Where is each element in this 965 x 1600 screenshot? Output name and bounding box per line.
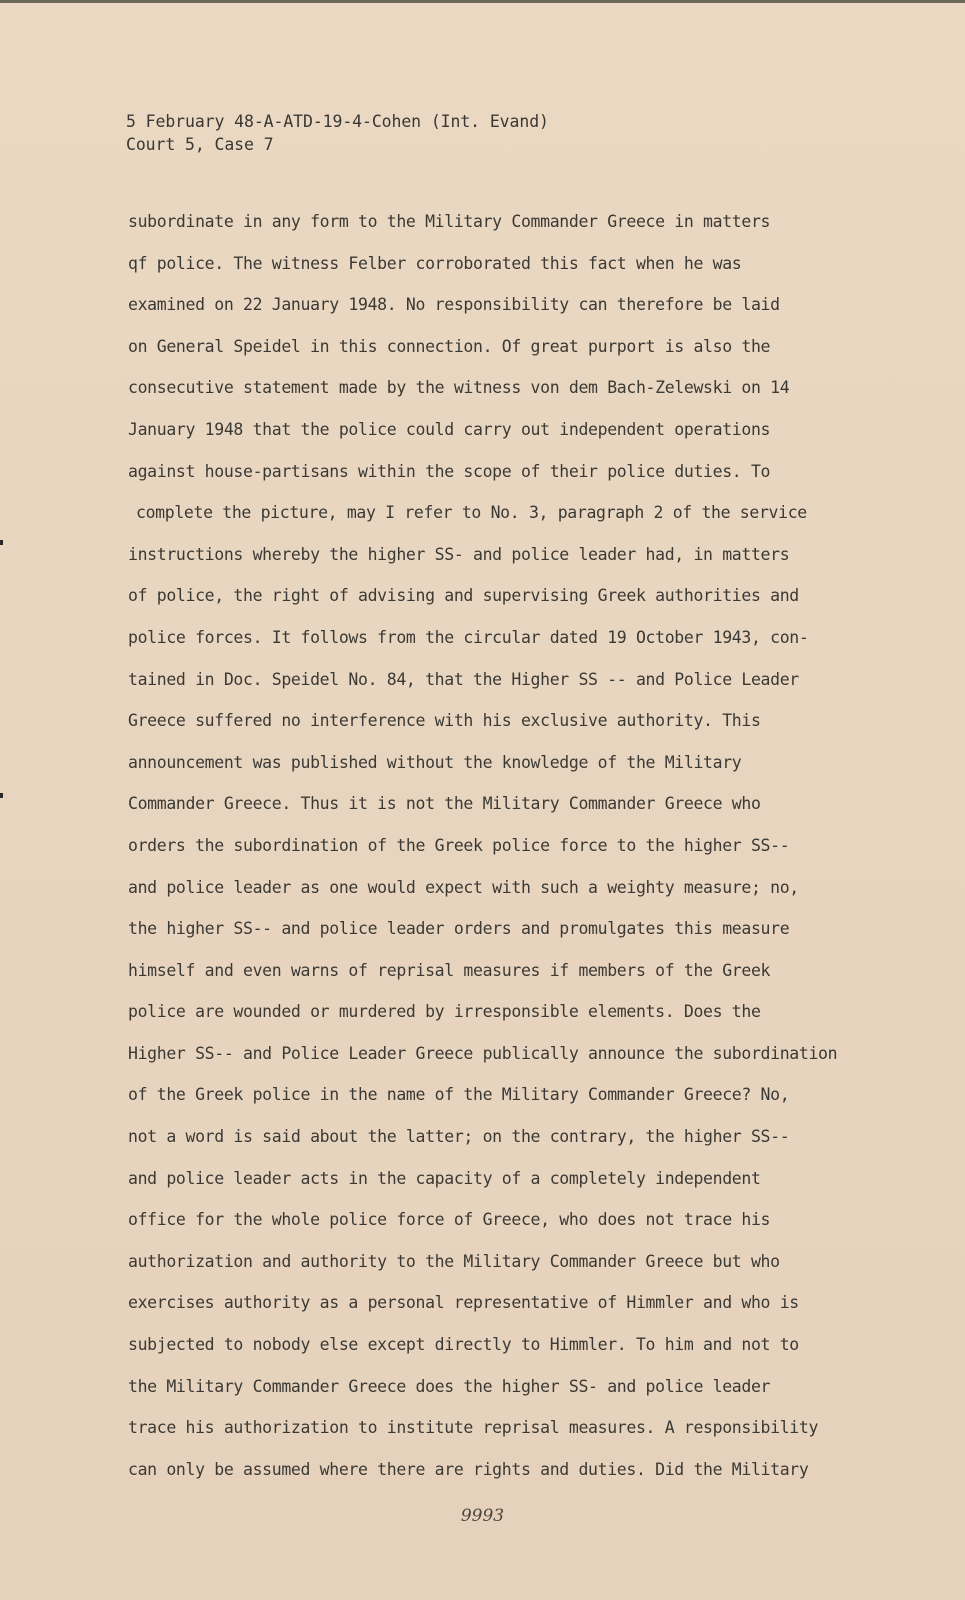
text-line: Greece suffered no interference with his exclusive authority. This (128, 711, 761, 731)
text-line: qf police. The witness Felber corroborated this fact when he was (128, 253, 742, 273)
scan-top-edge (0, 0, 965, 3)
text-line: and police leader as one would expect with such a weighty measure; no, (128, 877, 799, 897)
text-line: exercises authority as a personal representative of Himmler and who is (128, 1293, 799, 1313)
text-line: consecutive statement made by the witness von dem Bach-Zelewski on 14 (128, 378, 790, 398)
text-line: complete the picture, may I refer to No. 3, paragraph 2 of the service (136, 503, 807, 523)
scan-edge-mark (0, 540, 3, 545)
text-line: police forces. It follows from the circular dated 19 October 1943, con- (128, 627, 809, 647)
text-line: trace his authorization to institute reprisal measures. A responsibility (128, 1418, 819, 1438)
text-line: subordinate in any form to the Military Commander Greece in matters (128, 212, 771, 231)
text-line: can only be assumed where there are rights and duties. Did the Military (128, 1459, 809, 1479)
text-line: the Military Commander Greece does the higher SS- and police leader (128, 1376, 771, 1396)
text-line: orders the subordination of the Greek police force to the higher SS-- (128, 835, 790, 855)
text-line: the higher SS-- and police leader orders and promulgates this measure (128, 919, 790, 939)
scan-edge-mark (0, 793, 3, 798)
text-line: himself and even warns of reprisal measures if members of the Greek (128, 960, 771, 980)
text-line: on General Speidel in this connection. Of great purport is also the (128, 336, 771, 356)
text-line: police are wounded or murdered by irresponsible elements. Does the (128, 1002, 761, 1022)
text-line: against house-partisans within the scope of their police duties. To (128, 461, 771, 481)
text-line: and police leader acts in the capacity of a completely independent (128, 1168, 761, 1188)
text-line: instructions whereby the higher SS- and police leader had, in matters (128, 544, 790, 564)
text-line: January 1948 that the police could carry out independent operations (128, 419, 771, 439)
page-number: 9993 (460, 1506, 505, 1526)
text-line: authorization and authority to the Military Commander Greece but who (128, 1251, 780, 1271)
text-line: of police, the right of advising and supervising Greek authorities and (128, 586, 799, 606)
body-text (128, 213, 898, 1502)
header-line-2: Court 5, Case 7 (126, 135, 274, 154)
document-header (126, 110, 549, 156)
text-line: Commander Greece. Thus it is not the Military Commander Greece who (128, 794, 761, 814)
text-line: subjected to nobody else except directly to Himmler. To him and not to (128, 1335, 799, 1355)
header-line-1: 5 February 48-A-ATD-19-4-Cohen (Int. Evand) (126, 112, 549, 131)
text-line: tained in Doc. Speidel No. 84, that the Higher SS -- and Police Leader (128, 669, 799, 689)
text-line: Higher SS-- and Police Leader Greece publically announce the subordination (128, 1043, 838, 1063)
text-line: announcement was published without the knowledge of the Military (128, 752, 742, 772)
text-line: office for the whole police force of Greece, who does not trace his (128, 1210, 771, 1230)
text-line: not a word is said about the latter; on the contrary, the higher SS-- (128, 1127, 790, 1147)
text-line: examined on 22 January 1948. No responsibility can therefore be laid (128, 295, 780, 315)
text-line: of the Greek police in the name of the Military Commander Greece? No, (128, 1085, 790, 1105)
